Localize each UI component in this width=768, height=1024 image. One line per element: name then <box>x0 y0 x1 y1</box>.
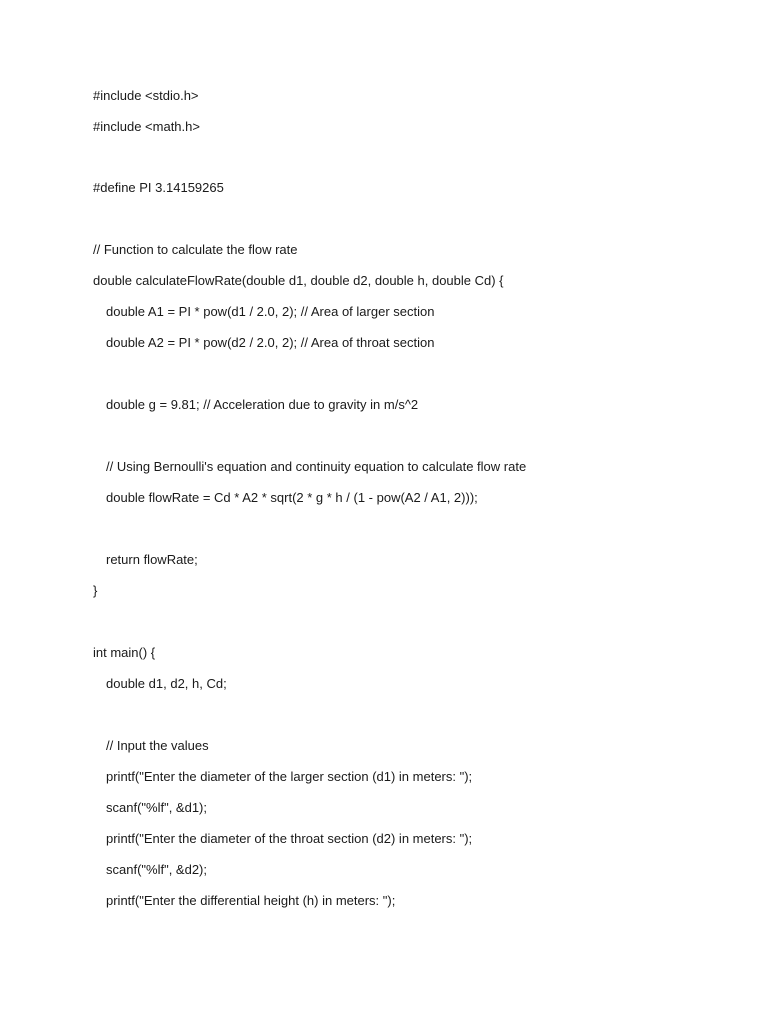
code-line-include-stdio: #include <stdio.h> <box>93 88 199 103</box>
code-line-main: int main() { <box>93 645 156 660</box>
code-line-flow-rate: double flowRate = Cd * A2 * sqrt(2 * g * h / (1 - pow(A2 / A1, 2))); <box>106 490 478 505</box>
code-line-scanf-d2: scanf("%lf", &d2); <box>106 862 207 877</box>
code-line-define-pi: #define PI 3.14159265 <box>93 180 224 195</box>
code-line-include-math: #include <math.h> <box>93 119 200 134</box>
code-line-comment-bernoulli: // Using Bernoulli's equation and continuity equation to calculate flow rate <box>106 459 527 474</box>
code-line-comment-input: // Input the values <box>106 738 209 753</box>
code-line-return: return flowRate; <box>106 552 198 567</box>
code-line-scanf-d1: scanf("%lf", &d1); <box>106 800 207 815</box>
code-line-area-a1: double A1 = PI * pow(d1 / 2.0, 2); // Area of larger section <box>106 304 435 319</box>
code-line-declarations: double d1, d2, h, Cd; <box>106 676 227 691</box>
code-line-printf-d2: printf("Enter the diameter of the throat section (d2) in meters: "); <box>106 831 473 846</box>
code-line-comment-function: // Function to calculate the flow rate <box>93 242 298 257</box>
code-line-gravity: double g = 9.81; // Acceleration due to gravity in m/s^2 <box>106 397 419 412</box>
code-line-printf-h: printf("Enter the differential height (h) in meters: "); <box>106 893 396 908</box>
code-line-function-signature: double calculateFlowRate(double d1, double d2, double h, double Cd) { <box>93 273 504 288</box>
code-line-area-a2: double A2 = PI * pow(d2 / 2.0, 2); // Area of throat section <box>106 335 435 350</box>
code-line-close-brace: } <box>93 583 98 598</box>
code-line-printf-d1: printf("Enter the diameter of the larger section (d1) in meters: "); <box>106 769 473 784</box>
